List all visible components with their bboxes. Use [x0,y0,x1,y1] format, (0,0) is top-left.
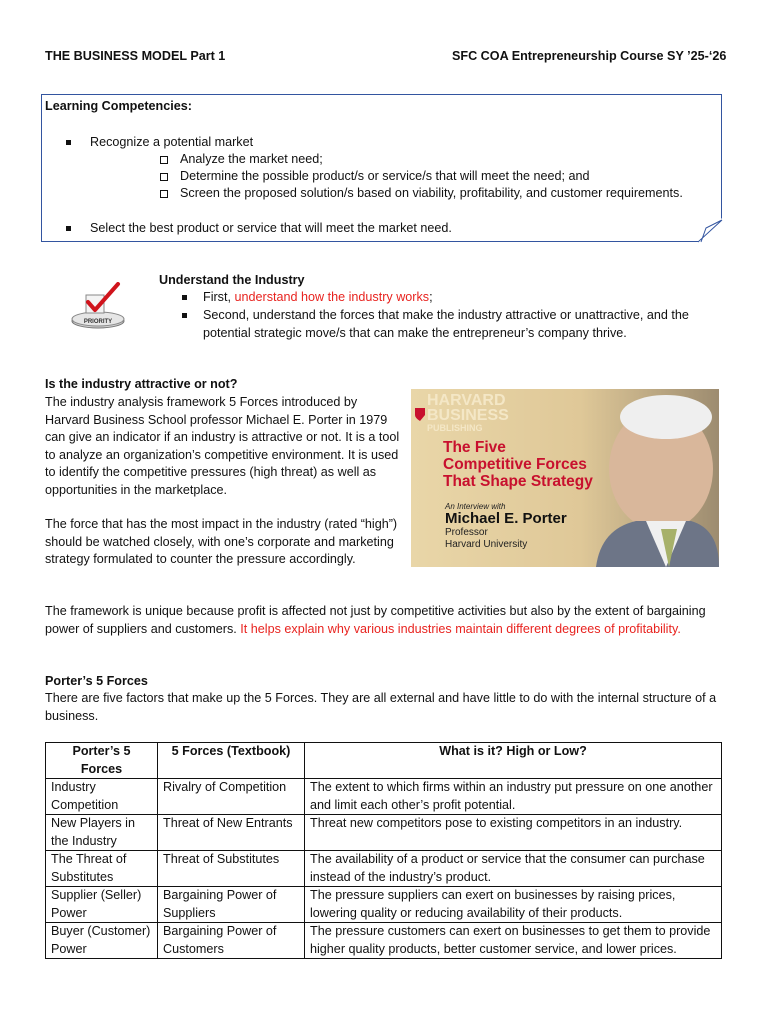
header-right: SFC COA Entrepreneurship Course SY ’25-‘26 [452,49,727,63]
industry-bullet-2 [182,307,187,325]
header-left: THE BUSINESS MODEL Part 1 [45,49,226,63]
checkbox-icon [160,190,168,198]
sub-item [160,151,168,169]
table-cell: Bargaining Power of Customers [158,923,305,959]
forces-title: Porter’s 5 Forces [45,674,148,688]
forces-table [45,742,722,959]
table-cell: Rivalry of Competition [158,779,305,815]
sub-item-text: Analyze the market need; [180,152,323,166]
page-fold-icon [698,218,724,244]
hbp-role: Professor [445,527,488,538]
table-cell: The extent to which firms within an industry put pressure on one another and limit each other’s profit potential. [305,779,722,815]
sub-item [160,168,168,186]
industry-b2-text: Second, understand the forces that make the industry attractive or unattractive, and the potential strategic move/s that can make the entrepreneur’s company thrive. [203,308,689,340]
table-cell: Buyer (Customer) Power [46,923,158,959]
sub-item-text: Determine the possible product/s or service/s that will meet the need; and [180,169,590,183]
highlight-text: understand how the industry works [234,290,430,304]
table-cell: New Players in the Industry [46,815,158,851]
checkbox-icon [160,173,168,181]
hbp-porter-image [411,389,719,567]
table-cell: Threat new competitors pose to existing competitors in an industry. [305,815,722,851]
square-bullet-icon [182,295,187,300]
table-row [46,851,722,887]
table-cell: The pressure customers can exert on businesses to get them to provide higher quality products, better customer service, and lower prices. [305,923,722,959]
sub-item-text: Screen the proposed solution/s based on viability, profitability, and customer requirements. [180,186,683,200]
checkbox-icon [160,156,168,164]
table-cell: The availability of a product or service that the consumer can purchase instead of the industry’s product. [305,851,722,887]
attractive-title: Is the industry attractive or not? [45,377,238,391]
forces-intro: There are five factors that make up the 5 Forces. They are all external and have little to do with the internal structure of a business. [45,691,717,723]
hbp-brand-line: HARVARD [427,392,506,409]
hbp-title-line: That Shape Strategy [443,473,593,490]
industry-bullet-1 [182,289,187,307]
table-cell: Bargaining Power of Suppliers [158,887,305,923]
competency-1-text: Recognize a potential market [90,135,254,149]
highlight-text: It helps explain why various industries maintain different degrees of profitability. [240,621,681,636]
hbp-brand-line: BUSINESS [427,407,509,424]
industry-title: Understand the Industry [159,273,305,287]
competencies-title: Learning Competencies: [45,99,192,113]
table-cell: The Threat of Substitutes [46,851,158,887]
table-row [46,815,722,851]
hbp-org: Harvard University [445,539,528,550]
square-bullet-icon [182,313,187,318]
hbp-title-line: The Five [443,439,506,456]
column-header: 5 Forces (Textbook) [158,743,305,779]
industry-b1-text: First, understand how the industry works; [203,290,433,304]
table-row [46,779,722,815]
table-row [46,923,722,959]
competency-bullet-1 [66,134,71,152]
competency-2-text: Select the best product or service that will meet the market need. [90,221,452,235]
hbp-title-line: Competitive Forces [443,456,587,473]
table-header-row [46,743,722,779]
competency-bullet-2 [66,220,71,238]
attractive-para-3: The framework is unique because profit is affected not just by competitive activities but also by the extent of bargaining power of suppliers and customers. It helps explain why various industries maintain different degrees of profitability. [45,604,706,636]
table-cell: The pressure suppliers can exert on businesses by raising prices, lowering quality or reducing availability of their products. [305,887,722,923]
attractive-para-1: The industry analysis framework 5 Forces introduced by Harvard Business School professor Michael E. Porter in 1979 can give an indicator if an industry is attractive or not. It is a tool to analyze an organization’s competitive environment. It is used to identify the competitive pressures (high threat) as well as opportunities in the marketplace. [45,395,400,497]
priority-checkbox-icon [68,282,130,332]
square-bullet-icon [66,140,71,145]
table-row [46,887,722,923]
hbp-name: Michael E. Porter [445,510,567,527]
square-bullet-icon [66,226,71,231]
attractive-para-2: The force that has the most impact in the industry (rated “high”) should be watched closely, with one’s corporate and marketing strategy formulated to counter the pressure accordingly. [45,517,398,566]
priority-label: PRIORITY [83,319,113,325]
sub-item [160,185,168,203]
column-header: What is it? High or Low? [305,743,722,779]
table-cell: Industry Competition [46,779,158,815]
table-cell: Threat of New Entrants [158,815,305,851]
table-cell: Threat of Substitutes [158,851,305,887]
column-header: Porter’s 5 Forces [46,743,158,779]
table-cell: Supplier (Seller) Power [46,887,158,923]
hbp-interview: An Interview with [445,502,506,511]
harvard-shield-icon [414,407,426,421]
hbp-brand-line: PUBLISHING [427,423,483,433]
